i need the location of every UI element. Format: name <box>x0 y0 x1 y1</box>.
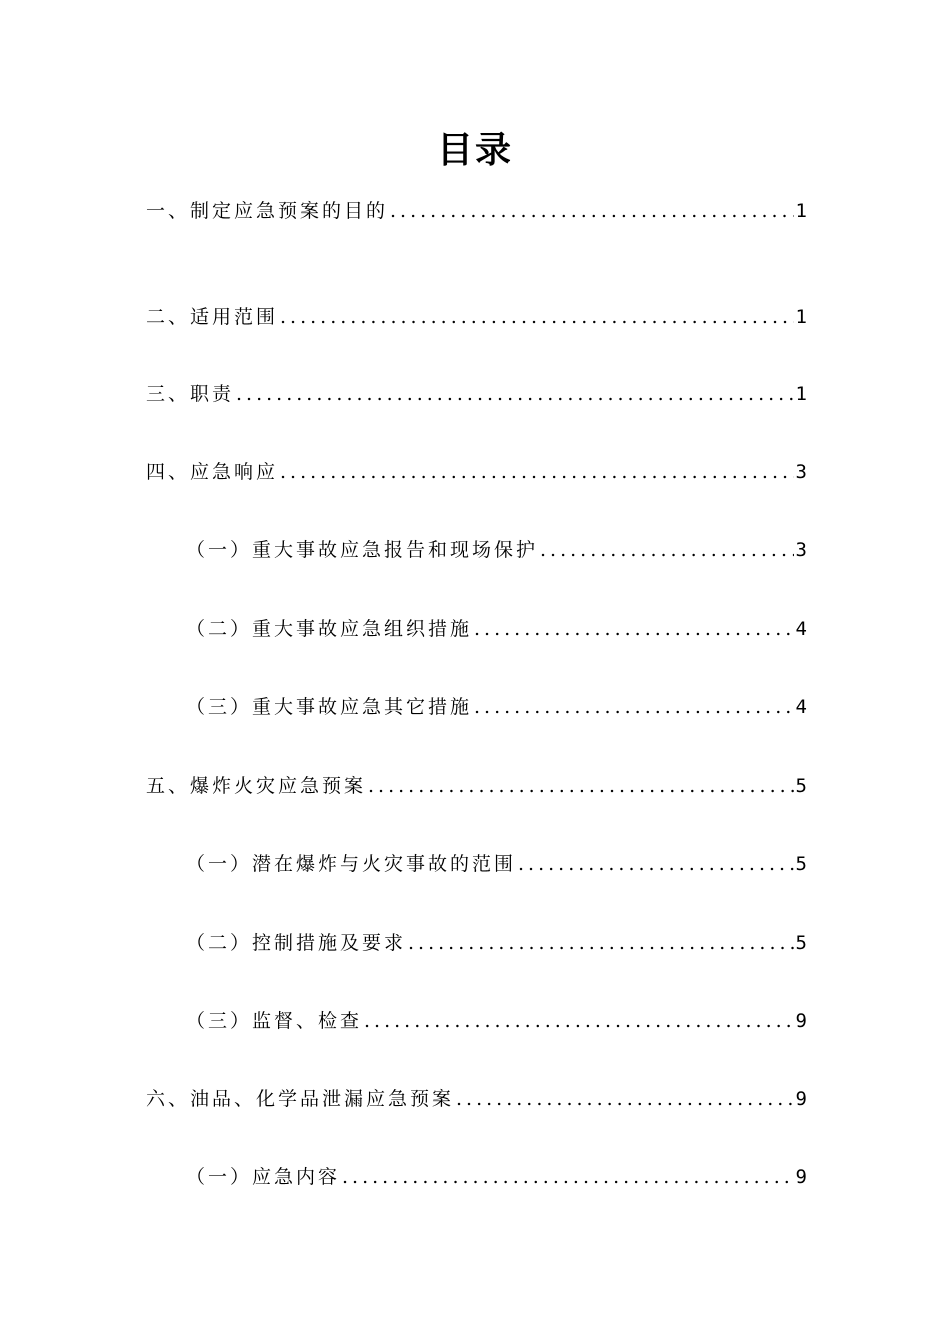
toc-page-number: 5 <box>795 853 807 875</box>
toc-entry[interactable] <box>146 196 807 226</box>
toc-dot-leader <box>474 614 794 644</box>
toc-entry[interactable] <box>146 302 807 332</box>
toc-entry[interactable] <box>146 1084 807 1114</box>
toc-entry[interactable] <box>186 928 807 958</box>
toc-entry-text: （一）重大事故应急报告和现场保护 <box>186 539 539 561</box>
toc-page-number: 3 <box>795 539 807 561</box>
toc-page-number: 9 <box>795 1088 807 1110</box>
toc-dot-leader <box>368 771 794 801</box>
toc-entry-text: （一）潜在爆炸与火灾事故的范围 <box>186 853 517 875</box>
toc-page-number: 9 <box>795 1010 807 1032</box>
toc-entry-text: （二）重大事故应急组织措施 <box>186 618 473 640</box>
toc-page-number: 4 <box>795 696 807 718</box>
toc-page-number: 1 <box>795 306 807 328</box>
toc-entry-text: 三、职责 <box>146 383 235 405</box>
toc-dot-leader <box>342 1162 794 1192</box>
toc-dot-leader <box>518 849 794 879</box>
toc-entry-text: 一、制定应急预案的目的 <box>146 200 389 222</box>
toc-entry[interactable] <box>186 535 807 565</box>
toc-dot-leader <box>456 1084 794 1114</box>
toc-entry-text: （二）控制措施及要求 <box>186 932 407 954</box>
toc-dot-leader <box>280 457 794 487</box>
toc-entry[interactable] <box>186 1006 807 1036</box>
toc-dot-leader <box>390 196 794 226</box>
toc-entry[interactable] <box>146 771 807 801</box>
toc-page-number: 9 <box>795 1166 807 1188</box>
toc-dot-leader <box>474 692 794 722</box>
toc-entry[interactable] <box>186 692 807 722</box>
toc-page-number: 1 <box>795 383 807 405</box>
toc-entry[interactable] <box>186 1162 807 1192</box>
toc-dot-leader <box>280 302 794 332</box>
toc-entry-text: （三）重大事故应急其它措施 <box>186 696 473 718</box>
toc-dot-leader <box>364 1006 794 1036</box>
toc-entry-text: 六、油品、化学品泄漏应急预案 <box>146 1088 455 1110</box>
toc-entry[interactable] <box>186 614 807 644</box>
toc-title: 目录 <box>436 130 513 171</box>
toc-entry[interactable] <box>146 379 807 409</box>
toc-entry[interactable] <box>186 849 807 879</box>
toc-dot-leader <box>236 379 794 409</box>
toc-page-number: 5 <box>795 932 807 954</box>
toc-entry[interactable] <box>146 457 807 487</box>
toc-page-number: 3 <box>795 461 807 483</box>
toc-dot-leader <box>408 928 794 958</box>
toc-entry-text: 五、爆炸火灾应急预案 <box>146 775 367 797</box>
toc-page-number: 5 <box>795 775 807 797</box>
toc-page-number: 1 <box>795 200 807 222</box>
toc-entry-text: 二、适用范围 <box>146 306 279 328</box>
toc-entry-text: （一）应急内容 <box>186 1166 341 1188</box>
toc-entry-text: 四、应急响应 <box>146 461 279 483</box>
toc-dot-leader <box>540 535 794 565</box>
toc-entry-text: （三）监督、检查 <box>186 1010 363 1032</box>
toc-page-number: 4 <box>795 618 807 640</box>
